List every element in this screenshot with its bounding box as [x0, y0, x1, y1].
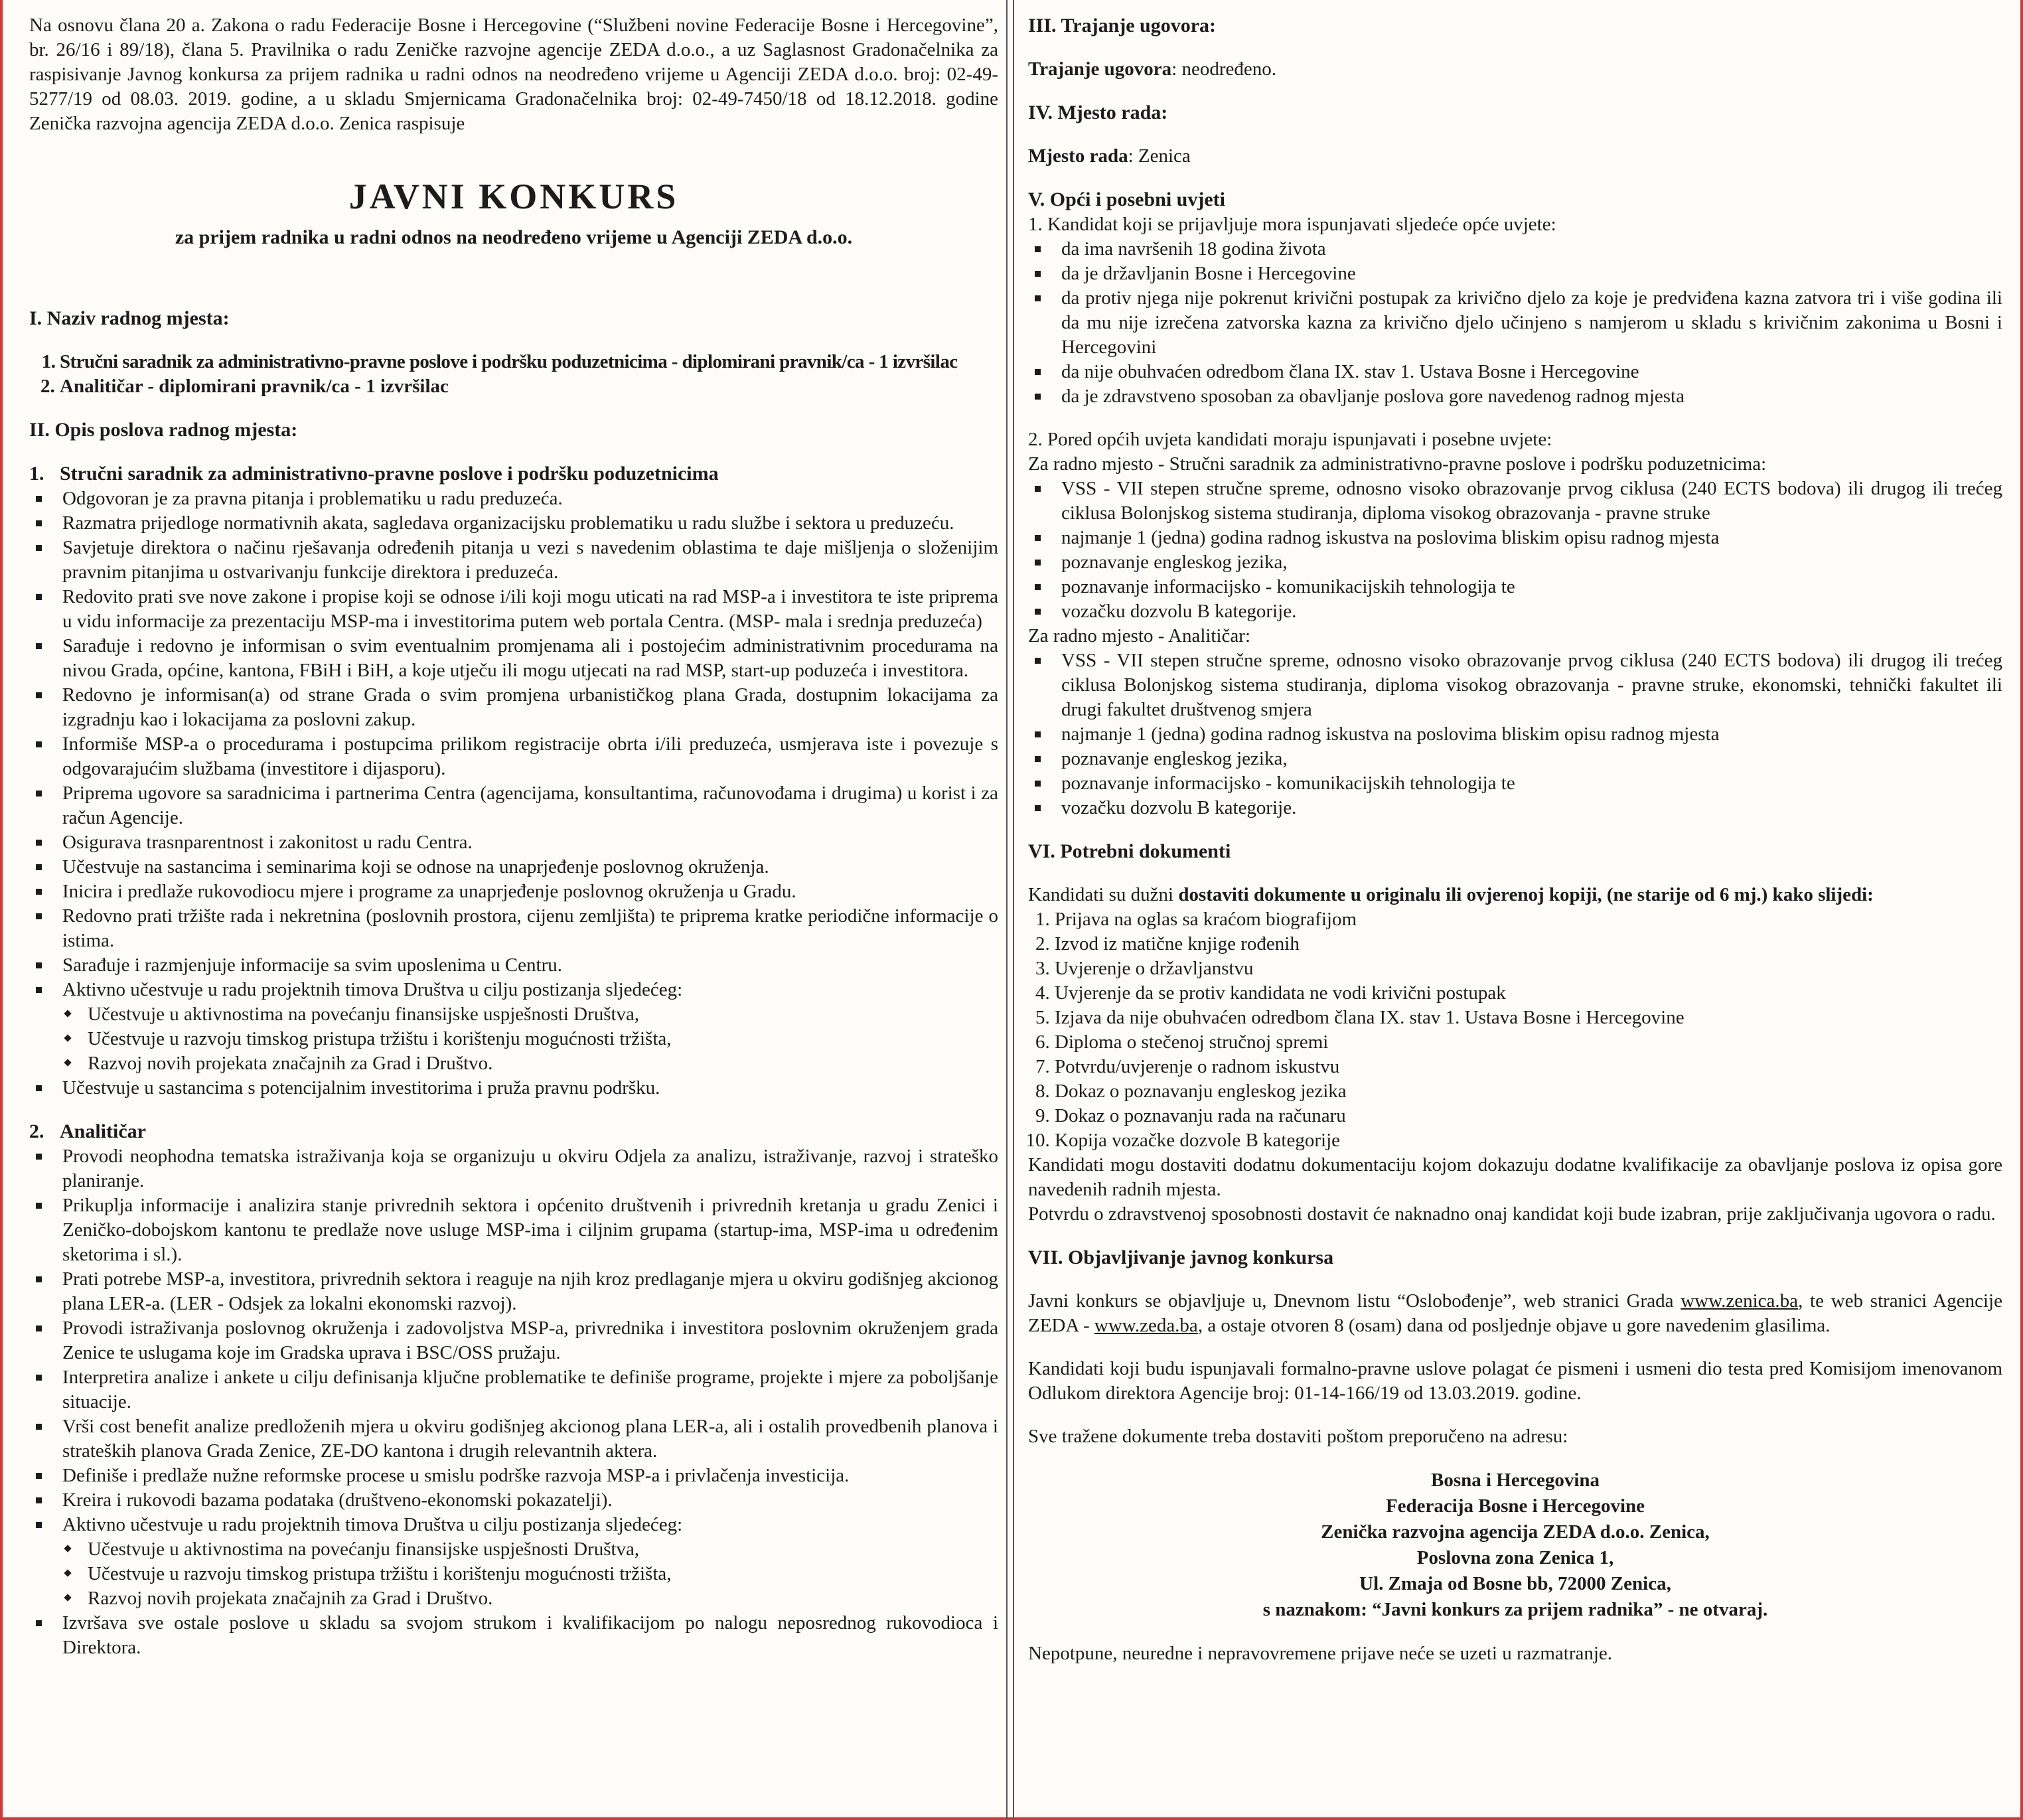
job-2-heading [29, 1119, 998, 1144]
job-title-list [29, 350, 998, 399]
intro-paragraph: Na osnovu člana 20 a. Zakona o radu Federacije Bosne i Hercegovine (“Službeni novine Federacije Bosne i Hercegovine”, br. 26/16 i 89/18), člana 5. Pravilnika o radu Zeničke razvojne agencije ZEDA d.o.o., a uz Saglasnost Gradonačelnika za raspisivanje Javnog konkursa za prijem radnika u radni odnos na neodređeno vrijeme u Agenciji ZEDA d.o.o. broj: 02-49-5277/19 od 08.03. 2019. godine, a u skladu Smjernicama Gradonačelnika broj: 02-49-7450/18 od 18.12.2018. godine Zenička razvojna agencija ZEDA d.o.o. Zenica raspisuje [29, 15, 998, 134]
list-item: 8. Dokaz o poznavanju engleskog jezika [1055, 1079, 2002, 1104]
list-item: Razvoj novih projekata značajnih za Grad i Društvo. [60, 1051, 998, 1076]
list-item: Učestvuje na sastancima i seminarima koji se odnose na unaprjeđenje poslovnog okruženja. [29, 855, 998, 879]
document-subtitle: za prijem radnika u radni odnos na neodređeno vrijeme u Agenciji ZEDA d.o.o. [175, 226, 853, 248]
documents-note-1: Kandidati mogu dostaviti dodatnu dokumentaciju kojom dokazuju dodatne kvalifikacije za obavljanje poslova iz opisa gore navedenih radnih mjesta. [1028, 1154, 2002, 1200]
documents-intro-bold: dostaviti dokumente u originalu ili ovjerenoj kopiji, (ne starije od 6 mj.) kako slijedi: [1178, 884, 1874, 905]
section-4-heading: IV. Mjesto rada: [1028, 102, 1168, 123]
job-2-duties [29, 1144, 998, 1537]
documents-note-2: Potvrdu o zdravstvenoj sposobnosti dostavit će naknadno onaj kandidat koji bude izabran, prije zaključivanja ugovora o radu. [1028, 1203, 1996, 1225]
list-item: Definiše i predlaže nužne reformske procese u smislu podrške razvoja MSP-a i privlačenja investicija. [29, 1464, 998, 1488]
list-item: Izvršava sve ostale poslove u skladu sa svojom strukom i kvalifikacijom po nalogu neposrednog rukovodioca i Direktora. [29, 1611, 998, 1660]
work-location [1028, 144, 2002, 169]
list-item: Učestvuje u aktivnostima na povećanju finansijske uspješnosti Društva, [60, 1537, 998, 1562]
post-1-label: Za radno mjesto - Stručni saradnik za administrativno-pravne poslove i podršku poduzetnicima: [1028, 453, 1767, 475]
list-item: najmanje 1 (jedna) godina radnog iskustva na poslovima bliskim opisu radnog mjesta [1028, 722, 2002, 747]
list-item: Razvoj novih projekata značajnih za Grad i Društvo. [60, 1586, 998, 1611]
list-item: Učestvuje u razvoju timskog pristupa tržištu i korištenju mogućnosti tržišta, [60, 1027, 998, 1051]
closing-note: Nepotpune, neuredne i nepravovremene prijave neće se uzeti u razmatranje. [1028, 1643, 1613, 1664]
list-item: Učestvuje u aktivnostima na povećanju finansijske uspješnosti Društva, [60, 1002, 998, 1027]
list-item: 9. Dokaz o poznavanju rada na računaru [1055, 1104, 2002, 1128]
section-7-heading: VII. Objavljivanje javnog konkursa [1028, 1247, 1334, 1268]
list-item: da je državljanin Bosne i Hercegovine [1028, 262, 2002, 286]
list-item: Priprema ugovore sa saradnicima i partnerima Centra (agencijama, konsultantima, računovođama i drugima) u korist i za račun Agencije. [29, 781, 998, 830]
work-location-value: : Zenica [1128, 145, 1191, 167]
list-item: vozačku dozvolu B kategorije. [1028, 796, 2002, 820]
contract-duration [1028, 57, 2002, 82]
address-line: Federacija Bosne i Hercegovine [1385, 1495, 1645, 1517]
job-2-number: 2. [29, 1120, 44, 1142]
left-column [29, 13, 998, 1660]
list-item: Redovno prati tržište rada i nekretnina (poslovnih prostora, cijenu zemljišta) te priprema kratke periodične informacije o istima. [29, 904, 998, 953]
address-line: Zenička razvojna agencija ZEDA d.o.o. Zenica, [1321, 1521, 1710, 1543]
list-item: Provodi istraživanja poslovnog okruženja i zadovoljstva MSP-a, privrednika i investitora poslovnim okruženjem grada Zenice te uslugama koje im Gradska uprava i BSC/OSS pružaju. [29, 1316, 998, 1365]
general-conditions-list [1028, 237, 2002, 409]
list-item: poznavanje engleskog jezika, [1028, 747, 2002, 771]
publication-text-b: , te web stranici Agencije ZEDA - [1028, 1290, 2002, 1336]
section-1-heading: I. Naziv radnog mjesta: [29, 307, 230, 329]
job-2-sub-duties [29, 1537, 998, 1611]
job-1-number: 1. [29, 463, 44, 485]
list-item: Osigurava trasnparentnost i zakonitost u radu Centra. [29, 830, 998, 855]
job-1-title: Stručni saradnik za administrativno-pravne poslove i podršku poduzetnicima [60, 463, 719, 485]
list-item: Sarađuje i razmjenjuje informacije sa svim uposlenima u Centru. [29, 953, 998, 978]
list-item: Inicira i predlaže rukovodiocu mjere i programe za unaprjeđenje poslovnog okruženja u Gradu. [29, 879, 998, 904]
section-6-heading: VI. Potrebni dokumenti [1028, 840, 1231, 862]
general-conditions-intro: 1. Kandidat koji se prijavljuje mora ispunjavati sljedeće opće uvjete: [1028, 214, 1556, 235]
special-conditions-intro: 2. Pored općih uvjeta kandidati moraju ispunjavati i posebne uvjete: [1028, 429, 1552, 450]
list-item: Učestvuje u sastancima s potencijalnim investitorima i pruža pravnu podršku. [29, 1076, 998, 1100]
column-divider-inner [1013, 0, 1014, 1820]
job-1-last-duty [29, 1076, 998, 1100]
right-column [1028, 13, 2002, 1666]
testing-paragraph: Kandidati koji budu ispunjavali formalno-pravne uslove polagat će pismeni i usmeni dio testa pred Komisijom imenovanom Odlukom direktora Agencije broj: 01-14-166/19 od 13.03.2019. godine. [1028, 1358, 2002, 1404]
list-item: da ima navršenih 18 godina života [1028, 237, 2002, 262]
list-item: 3. Uvjerenje o državljanstvu [1055, 956, 2002, 981]
publication-text-a: Javni konkurs se objavljuje u, Dnevnom listu “Oslobođenje”, web stranici Grada [1028, 1290, 1681, 1312]
job-2-last-duty [29, 1611, 998, 1660]
list-item: 5. Izjava da nije obuhvaćen odredbom člana IX. stav 1. Ustava Bosne i Hercegovine [1055, 1006, 2002, 1030]
list-item: VSS - VII stepen stručne spreme, odnosno visoko obrazovanje prvog ciklusa (240 ECTS bodova) ili drugog ili trećeg ciklusa Bolonjskog sistema studiranja, diploma visokog obrazovanja - pravne struke [1028, 477, 2002, 526]
documents-intro-lead: Kandidati su dužni [1028, 884, 1179, 905]
mailing-address [1028, 1468, 2002, 1623]
list-item: poznavanje informacijsko - komunikacijskih tehnologija te [1028, 771, 2002, 796]
section-3-heading: III. Trajanje ugovora: [1028, 15, 1217, 37]
list-item: Sarađuje i redovno je informisan o svim eventualnim promjenama ali i postojećim administrativnim procedurama na nivou Grada, općine, kantona, FBiH i BiH, a koje utječu ili mogu utjecati na rad MSP, start-up poduzeća i investitora. [29, 634, 998, 683]
column-divider [1006, 0, 1008, 1820]
list-item: Informiše MSP-a o procedurama i postupcima prilikom registracije obrta i/ili preduzeća, usmjerava iste i povezuje s odgovarajućim službama (investitore i dijasporu). [29, 732, 998, 781]
list-item: Prikuplja informacije i analizira stanje privrednih sektora i općenito društvenih i privrednih kretanja u gradu Zenici i Zeničko-dobojskom kantonu te predlaže nove usluge MSP-ima i ciljnim grupama (startup-ima, MSP-ima u određenim sketorima i sl.). [29, 1193, 998, 1267]
list-item: da protiv njega nije pokrenut krivični postupak za krivično djelo za koje je predviđena kazna zatvora tri i više godina ili da mu nije izrečena zatvorska kazna za krivično djelo učinjeno s namjerom u skladu s krivičnim zakonima u Bosni i Hercegovini [1028, 286, 2002, 360]
list-item: Provodi neophodna tematska istraživanja koja se organizuju u okviru Odjela za analizu, istraživanje, razvoj i strateško planiranje. [29, 1144, 998, 1193]
list-item: Aktivno učestvuje u radu projektnih timova Društva u cilju postizanja sljedećeg: [29, 978, 998, 1002]
list-item: Odgovoran je za pravna pitanja i problematiku u radu preduzeća. [29, 487, 998, 511]
zenica-website-link[interactable]: www.zenica.ba [1681, 1290, 1799, 1312]
list-item: 2. Izvod iz matične knjige rođenih [1055, 932, 2002, 956]
list-item: 1. Stručni saradnik za administrativno-pravne poslove i podršku poduzetnicima - diplomirani pravnik/ca - 1 izvršilac [60, 350, 998, 374]
section-2-heading: II. Opis poslova radnog mjesta: [29, 419, 298, 441]
publication-paragraph [1028, 1289, 2002, 1338]
job-1-heading [29, 461, 998, 487]
list-item: vozačku dozvolu B kategorije. [1028, 599, 2002, 624]
list-item: Razmatra prijedloge normativnih akata, sagledava organizacijsku problematiku u radu službe i sektora u preduzeću. [29, 511, 998, 536]
document-title: JAVNI KONKURS [348, 177, 679, 216]
list-item: Vrši cost benefit analize predloženih mjera u okviru godišnjeg akcionog plana LER-a, ali i ostalih provedbenih planova i strateških planova Grada Zenice, ZE-DO kantona i drugih relevantnih aktera. [29, 1414, 998, 1464]
list-item: 10. Kopija vozačke dozvole B kategorije [1055, 1128, 2002, 1153]
post-1-conditions [1028, 477, 2002, 624]
list-item: Učestvuje u razvoju timskog pristupa tržištu i korištenju mogućnosti tržišta, [60, 1562, 998, 1586]
section-5-heading: V. Opći i posebni uvjeti [1028, 189, 1225, 210]
list-item: Savjetuje direktora o načinu rješavanja određenih pitanja u vezi s navedenim oblastima te daje mišljenja o složenijim pravnim pitanjima u ostvarivanju funkcije direktora i preduzeća. [29, 536, 998, 585]
address-line: Bosna i Hercegovina [1430, 1470, 1600, 1491]
list-item: najmanje 1 (jedna) godina radnog iskustva na poslovima bliskim opisu radnog mjesta [1028, 526, 2002, 550]
publication-text-c: , a ostaje otvoren 8 (osam) dana od posljednje objave u gore navedenim glasilima. [1197, 1315, 1831, 1336]
address-line: Poslovna zona Zenica 1, [1416, 1547, 1614, 1568]
contract-duration-value: : neodređeno. [1171, 58, 1276, 80]
job-1-duties [29, 487, 998, 1002]
documents-intro [1028, 883, 2002, 907]
contract-duration-label: Trajanje ugovora [1028, 58, 1172, 80]
list-item: da je zdravstveno sposoban za obavljanje poslova gore navedenog radnog mjesta [1028, 384, 2002, 409]
list-item: da nije obuhvaćen odredbom člana IX. stav 1. Ustava Bosne i Hercegovine [1028, 360, 2002, 384]
work-location-label: Mjesto rada [1028, 145, 1128, 167]
list-item: VSS - VII stepen stručne spreme, odnosno visoko obrazovanje prvog ciklusa (240 ECTS bodova) ili drugog ili trećeg ciklusa Bolonjskog sistema studiranja, diploma visokog obrazovanja - pravne struke, ekonomski, tehnički fakultet ili drugi fakultet društvenog smjera [1028, 648, 2002, 722]
job-1-sub-duties [29, 1002, 998, 1076]
list-item: Aktivno učestvuje u radu projektnih timova Društva u cilju postizanja sljedećeg: [29, 1513, 998, 1537]
list-item: Prati potrebe MSP-a, investitora, privrednih sektora i reaguje na njih kroz predlaganje mjera u okviru godišnjeg akcionog plana LER-a. (LER - Odsjek za lokalni ekonomski razvoj). [29, 1267, 998, 1316]
list-item: 4. Uvjerenje da se protiv kandidata ne vodi krivični postupak [1055, 981, 2002, 1006]
post-2-conditions [1028, 648, 2002, 820]
documents-list [1028, 907, 2002, 1153]
list-item: Kreira i rukovodi bazama podataka (društveno-ekonomski pokazatelji). [29, 1488, 998, 1513]
list-item: poznavanje informacijsko - komunikacijskih tehnologija te [1028, 575, 2002, 599]
list-item: poznavanje engleskog jezika, [1028, 550, 2002, 575]
job-2-title: Analitičar [60, 1120, 146, 1142]
zeda-website-link[interactable]: www.zeda.ba [1094, 1315, 1198, 1336]
list-item: Redovito prati sve nove zakone i propise koji se odnose i/ili koji mogu uticati na rad MSP-a i investitora te iste priprema u vidu informacije za prezentaciju MSP-ma i investitorima putem web portala Centra. (MSP- mala i srednja preduzeća) [29, 585, 998, 634]
address-line: s naznakom: “Javni konkurs za prijem radnika” - ne otvaraj. [1262, 1599, 1768, 1620]
list-item: Interpretira analize i ankete u cilju definisanja ključne problematike te definiše programe, projekte i mjere za poboljšanje situacije. [29, 1365, 998, 1414]
post-2-label: Za radno mjesto - Analitičar: [1028, 625, 1251, 646]
address-line: Ul. Zmaja od Bosne bb, 72000 Zenica, [1359, 1573, 1671, 1594]
list-item: 7. Potvrdu/uvjerenje o radnom iskustvu [1055, 1055, 2002, 1079]
list-item: 1. Prijava na oglas sa kraćom biografijom [1055, 907, 2002, 932]
list-item: Redovno je informisan(a) od strane Grada o svim promjena urbanističkog plana Grada, dostupnim lokacijama za izgradnju kao i lokacijama za poslovni zakup. [29, 683, 998, 732]
list-item: 6. Diploma o stečenoj stručnoj spremi [1055, 1030, 2002, 1055]
list-item: 2. Analitičar - diplomirani pravnik/ca - 1 izvršilac [60, 374, 998, 399]
submission-paragraph: Sve tražene dokumente treba dostaviti poštom preporučeno na adresu: [1028, 1426, 1568, 1447]
